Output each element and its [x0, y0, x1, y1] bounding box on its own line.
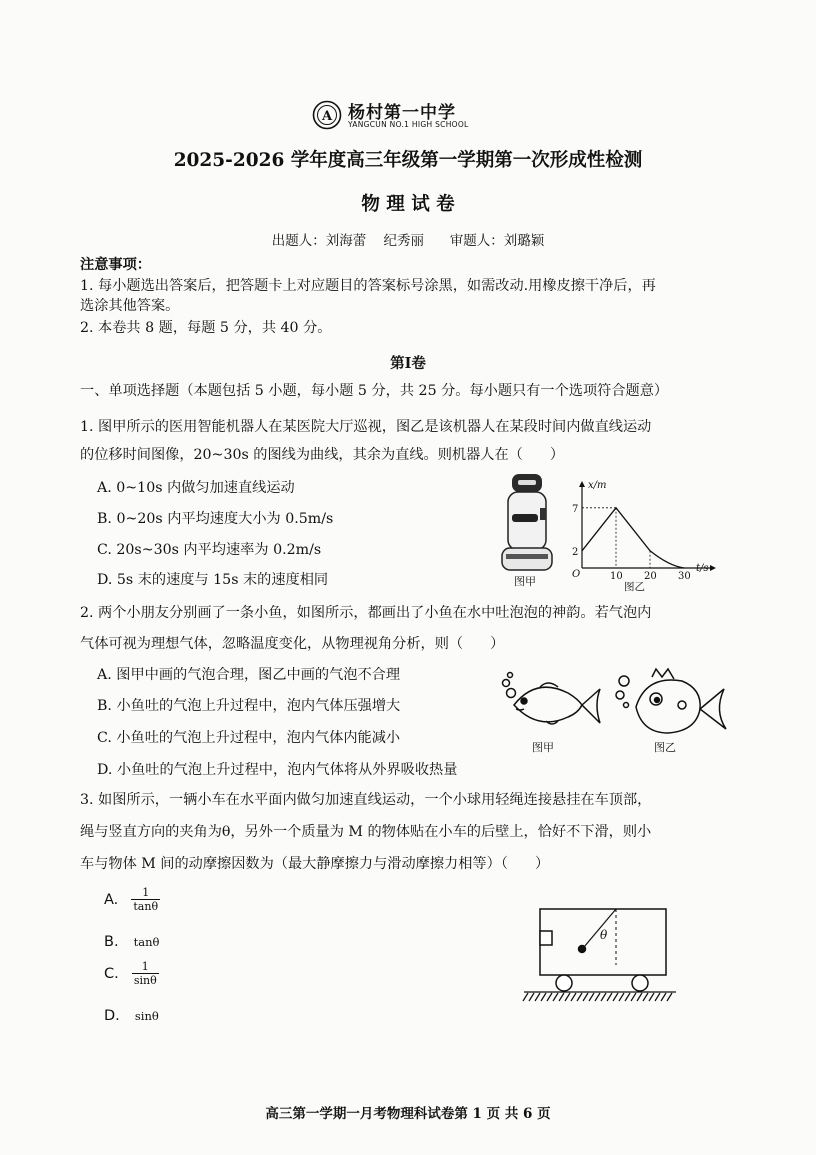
section-title: 一、单项选择题（本题包括 5 小题，每小题 5 分，共 25 分。每小题只有一个选项符合题意）	[80, 383, 669, 399]
graph-y-tick-label: 7	[572, 503, 579, 515]
hatch-mark	[601, 993, 606, 1001]
page-footer: 高三第一学期一月考物理科试卷第 1 页 共 6 页	[265, 1106, 551, 1122]
q1-option-b[interactable]: B. 0~20s 内平均速度大小为 0.5m/s	[97, 511, 334, 527]
robot-icon	[502, 474, 552, 570]
q3-option-b[interactable]	[104, 931, 159, 950]
fish-b-icon	[616, 669, 726, 733]
hatch-mark	[655, 993, 660, 1001]
q3-option-d[interactable]	[104, 1005, 159, 1024]
q2-fig-a-caption: 图甲	[532, 741, 554, 754]
notice-item2: 2. 本卷共 8 题，每题 5 分，共 40 分。	[80, 320, 332, 336]
q2-option-c[interactable]: C. 小鱼吐的气泡上升过程中，泡内气体内能减小	[97, 730, 401, 746]
q2-option-a[interactable]: A. 图甲中画的气泡合理，图乙中画的气泡不合理	[97, 667, 401, 683]
school-name-en: YANGCUN NO.1 HIGH SCHOOL	[348, 120, 469, 129]
q3-option-b-text: tanθ	[133, 935, 160, 949]
fish-a-icon	[503, 673, 601, 725]
hatch-mark	[631, 993, 636, 1001]
exam-subtitle: 物 理 试 卷	[361, 194, 455, 215]
cart-icon	[540, 909, 666, 991]
q3-option-d-text: sinθ	[134, 1009, 159, 1023]
q1-option-d[interactable]: D. 5s 末的速度与 15s 末的速度相同	[97, 572, 329, 588]
graph-x-tick-label: 30	[678, 571, 691, 582]
exam-title: 2025-2026 学年度高三年级第一学期第一次形成性检测	[173, 150, 643, 171]
q3-option-a-fraction	[131, 886, 160, 913]
q3-option-c-fraction	[132, 960, 159, 987]
exam-authors: 出题人：刘海蕾 纪秀丽 审题人：刘璐颖	[271, 233, 545, 249]
xt-series-line	[582, 508, 684, 568]
q1-fig-a-caption: 图甲	[514, 575, 536, 588]
q3-option-c[interactable]	[104, 960, 159, 987]
q3-option-a[interactable]	[104, 886, 160, 913]
q3-option-a-label: A.	[104, 892, 119, 908]
graph-origin: O	[572, 569, 581, 580]
fraction-denominator: tanθ	[133, 900, 159, 913]
angle-theta-label: θ	[600, 928, 608, 942]
q3-option-b-label: B.	[104, 934, 119, 950]
hatch-mark	[613, 993, 618, 1001]
school-emblem-icon	[312, 100, 342, 130]
q3-stem-line1: 3. 如图所示，一辆小车在水平面内做匀加速直线运动，一个小球用轻绳连接悬挂在车顶部，	[80, 792, 652, 808]
q1-fig-b-caption: 图乙	[624, 581, 645, 592]
hatch-mark	[667, 993, 672, 1001]
q3-option-d-label: D.	[104, 1008, 120, 1024]
q1-option-c[interactable]: C. 20s~30s 内平均速率为 0.2m/s	[97, 542, 322, 558]
fraction-numerator: 1	[132, 960, 159, 974]
emblem-letter: A	[321, 109, 333, 124]
notice-heading: 注意事项：	[80, 257, 151, 273]
notice-item1-line2: 选涂其他答案。	[80, 298, 180, 314]
hatch-mark	[529, 993, 534, 1001]
hatch-mark	[661, 993, 666, 1001]
school-name-cn: 杨村第一中学	[348, 103, 456, 123]
q2-stem-line2: 气体可视为理想气体，忽略温度变化，从物理视角分析，则（ ）	[80, 636, 505, 652]
hatch-mark	[607, 993, 612, 1001]
hatch-mark	[637, 993, 642, 1001]
hatch-mark	[625, 993, 630, 1001]
q3-option-c-label: C.	[104, 966, 119, 982]
q2-option-b[interactable]: B. 小鱼吐的气泡上升过程中，泡内气体压强增大	[97, 698, 401, 714]
q2-fish-figure	[496, 665, 736, 757]
q1-stem-line2: 的位移时间图像，20~30s 的图线为曲线，其余为直线。则机器人在（ ）	[80, 447, 565, 463]
fraction-numerator: 1	[131, 886, 160, 900]
hatch-mark	[643, 993, 648, 1001]
hatch-mark	[595, 993, 600, 1001]
hatch-mark	[547, 993, 552, 1001]
hatch-mark	[541, 993, 546, 1001]
q1-stem-line1: 1. 图甲所示的医用智能机器人在某医院大厅巡视，图乙是该机器人在某段时间内做直线运动	[80, 419, 652, 435]
q3-cart-figure	[520, 905, 680, 1010]
hatch-mark	[553, 993, 558, 1001]
fraction-denominator: sinθ	[133, 974, 157, 987]
hatch-mark	[565, 993, 570, 1001]
notice-item1-line1: 1. 每小题选出答案后，把答题卡上对应题目的答案标号涂黑，如需改动.用橡皮擦干净后，再	[80, 278, 656, 294]
hatch-mark	[619, 993, 624, 1001]
graph-x-tick-label: 20	[644, 571, 657, 582]
school-logo	[312, 98, 512, 138]
graph-x-label: t/s	[696, 563, 709, 574]
hatch-mark	[559, 993, 564, 1001]
graph-axes	[579, 481, 716, 571]
graph-x-tick-label: 10	[610, 571, 623, 582]
hatch-mark	[649, 993, 654, 1001]
q2-stem-line1: 2. 两个小朋友分别画了一条小鱼，如图所示，都画出了小鱼在水中吐泡泡的神韵。若气泡内	[80, 605, 652, 621]
hatch-mark	[589, 993, 594, 1001]
q2-option-d[interactable]: D. 小鱼吐的气泡上升过程中，泡内气体将从外界吸收热量	[97, 762, 458, 778]
hatch-mark	[571, 993, 576, 1001]
hatch-mark	[577, 993, 582, 1001]
q3-stem-line2: 绳与竖直方向的夹角为θ，另外一个质量为 M 的物体贴在小车的后壁上，恰好不下滑，则小	[80, 824, 652, 840]
q2-fig-b-caption: 图乙	[654, 741, 676, 754]
robot-figure	[494, 470, 564, 588]
hatch-mark	[523, 993, 528, 1001]
q3-stem-line3: 车与物体 M 间的动摩擦因数为（最大静摩擦力与滑动摩擦力相等）（ ）	[80, 856, 550, 872]
ground-hatch-icon	[523, 992, 676, 1001]
q1-option-a[interactable]: A. 0~10s 内做匀加速直线运动	[97, 480, 295, 496]
graph-y-label: x/m	[588, 480, 607, 491]
hatch-mark	[535, 993, 540, 1001]
q1-xt-graph	[568, 478, 718, 592]
graph-y-tick-label: 2	[572, 546, 579, 558]
hatch-mark	[583, 993, 588, 1001]
part-title: 第Ⅰ卷	[390, 355, 426, 372]
